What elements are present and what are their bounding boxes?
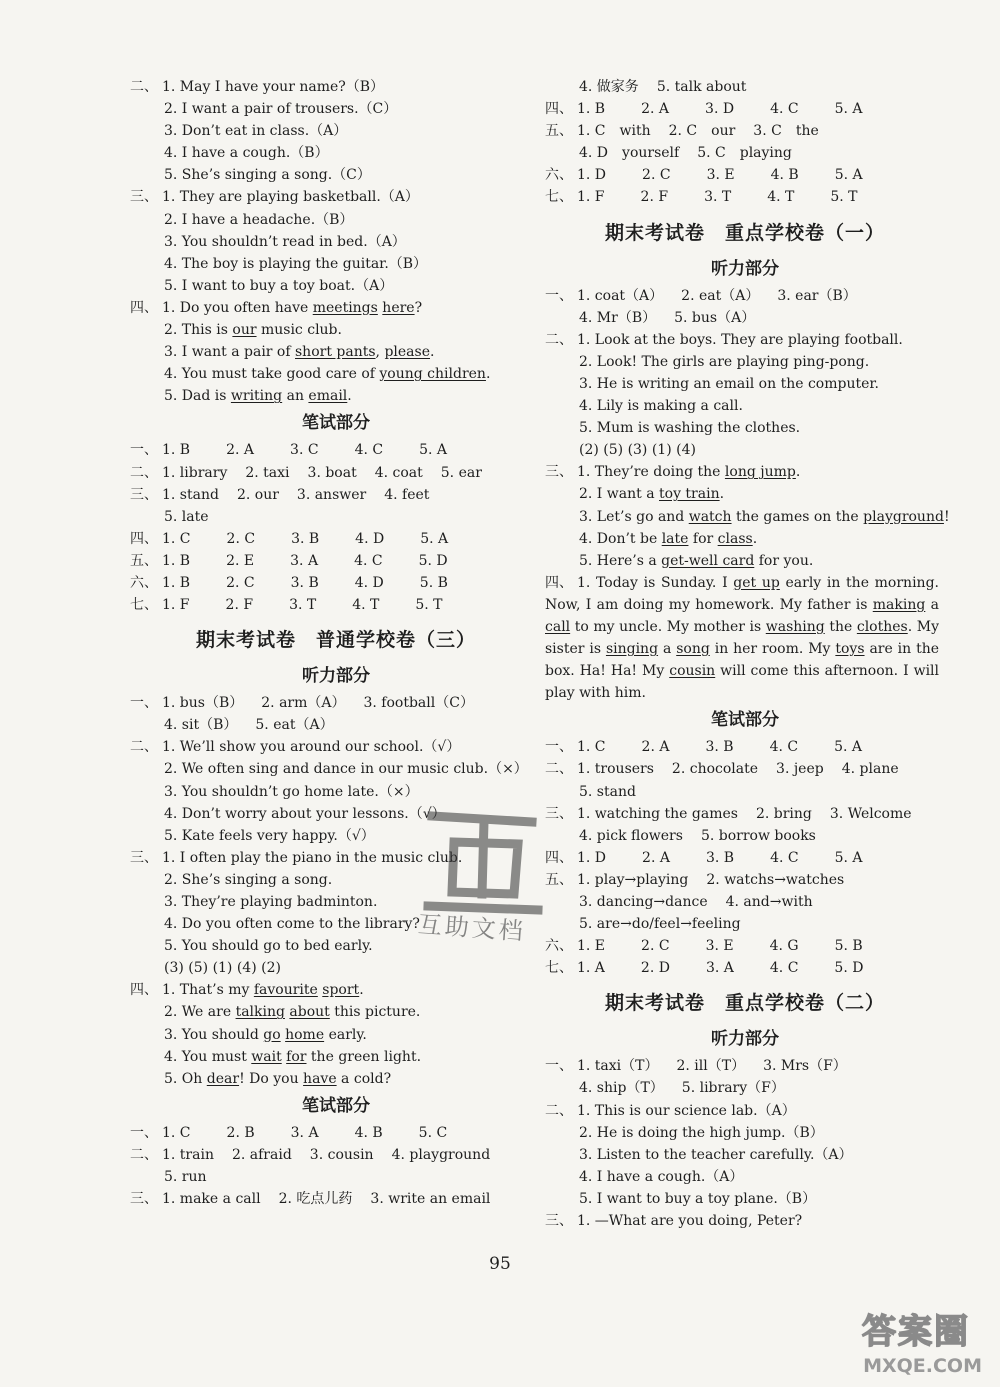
answer-row: 四、 1. B 2. A 3. D 4. C 5. A <box>545 101 863 118</box>
stamp-text: 互助文档 <box>416 910 527 946</box>
answer-row: 二、 1. train 2. afraid 3. cousin 4. playground <box>130 1146 491 1163</box>
answer-row: 四、 1. D 2. A 3. B 4. C 5. A <box>545 849 863 866</box>
answer-line: 3. Don’t eat in class.（A） <box>164 123 348 140</box>
answer-row: 五、 1. play→playing 2. watchs→watches <box>545 871 845 888</box>
answer-line: 4. The boy is playing the guitar.（B） <box>164 255 428 272</box>
answer-line: 二、 1. We’ll show you around our school.（√） <box>130 739 461 756</box>
answer-line: 4. Lily is making a call. <box>579 398 743 415</box>
watermark-logo <box>834 1308 994 1383</box>
answer-row: 4. sit（B） 5. eat（A） <box>164 717 334 734</box>
answer-row: 5. late <box>164 508 209 525</box>
answer-row: 六、 1. B 2. C 3. B 4. D 5. B <box>130 574 448 591</box>
answer-line: 2. We are talking about this picture. <box>164 1004 421 1021</box>
exam-title: 期末考试卷 重点学校卷（二） <box>604 992 885 1015</box>
answer-row: 二、 1. library 2. taxi 3. boat 4. coat 5. ear <box>130 464 482 481</box>
answer-line: 三、 1. They are playing basketball.（A） <box>130 189 419 206</box>
watermark-domain: MXQE.COM <box>863 1355 982 1377</box>
answer-row: 5. run <box>164 1169 207 1186</box>
answer-line: 三、 1. I often play the piano in the music club. <box>130 849 463 866</box>
answer-row: 三、 1. make a call 2. 吃点儿药 3. write an email <box>130 1191 491 1208</box>
answer-line: 二、 1. May I have your name?（B） <box>130 79 385 95</box>
answer-row: 5. stand <box>579 783 636 800</box>
exam-title: 期末考试卷 普通学校卷（三） <box>195 629 476 652</box>
section-heading: 听力部分 <box>302 666 370 687</box>
answer-line: 4. Do you often come to the library? <box>164 916 420 933</box>
answer-line: 3. They’re playing badminton. <box>164 894 378 910</box>
left-column <box>130 76 542 1210</box>
answer-line: 5. Kate feels very happy.（√） <box>164 827 375 844</box>
answer-row: 一、 1. C 2. B 3. A 4. B 5. C <box>130 1124 448 1141</box>
answer-row: 五、 1. B 2. E 3. A 4. C 5. D <box>130 552 448 569</box>
answer-row: 六、 1. D 2. C 3. E 4. B 5. A <box>545 167 863 184</box>
answer-row: 六、 1. E 2. C 3. E 4. G 5. B <box>545 938 863 955</box>
answer-row: 二、 1. trousers 2. chocolate 3. jeep 4. plane <box>545 761 899 778</box>
exam-title: 期末考试卷 重点学校卷（一） <box>604 221 885 244</box>
answer-line: 5. She’s singing a song.（C） <box>164 167 371 184</box>
section-heading: 听力部分 <box>711 1029 779 1050</box>
answer-line: 3. Let’s go and watch the games on the playground! <box>579 508 950 525</box>
answer-line: 4. Don’t be late for class. <box>579 530 758 547</box>
answer-line: 二、 1. This is our science lab.（A） <box>545 1102 796 1119</box>
answer-line: 二、 1. Look at the boys. They are playing football. <box>545 331 903 348</box>
right-column <box>545 76 950 1232</box>
answer-line: 2. This is our music club. <box>164 322 342 339</box>
answer-row: 七、 1. F 2. F 3. T 4. T 5. T <box>545 189 858 206</box>
answer-line: 5. I want to buy a toy plane.（B） <box>579 1190 817 1207</box>
answer-row: 三、 1. watching the games 2. bring 3. Welcome <box>545 805 912 822</box>
answer-line: (2) (5) (3) (1) (4) <box>579 442 696 459</box>
answer-row: 4. D yourself 5. C playing <box>579 145 792 162</box>
answer-row: 四、 1. C 2. C 3. B 4. D 5. A <box>130 530 449 547</box>
answer-line: 3. I want a pair of short pants, please. <box>164 344 435 361</box>
answer-line: 4. Don’t worry about your lessons.（√） <box>164 805 446 822</box>
answer-row: 4. ship（T） 5. library（F） <box>579 1080 785 1097</box>
answer-row: 3. dancing→dance 4. and→with <box>579 894 813 910</box>
answer-row: 三、 1. stand 2. our 3. answer 4. feet <box>130 486 430 503</box>
answer-line: 2. We often sing and dance in our music club.（×） <box>164 761 528 778</box>
answer-row: 五、 1. C with 2. C our 3. C the <box>545 123 819 140</box>
answer-line: 5. Dad is writing an email. <box>164 388 352 405</box>
answer-line: (3) (5) (1) (4) (2) <box>164 960 281 977</box>
answer-row: 七、 1. A 2. D 3. A 4. C 5. D <box>545 960 864 977</box>
answer-line: 3. Listen to the teacher carefully.（A） <box>579 1146 853 1163</box>
answer-line: 2. I want a toy train. <box>579 486 725 503</box>
answer-row: 七、 1. F 2. F 3. T 4. T 5. T <box>130 597 443 614</box>
answer-line: 三、 1. —What are you doing, Peter? <box>545 1213 803 1230</box>
answer-line: 4. I have a cough.（B） <box>164 145 329 162</box>
answer-line: 4. You must take good care of young children. <box>164 366 491 383</box>
answer-row: 一、 1. coat（A） 2. eat（A） 3. ear（B） <box>545 287 857 304</box>
answer-row: 一、 1. B 2. A 3. C 4. C 5. A <box>130 442 448 459</box>
answer-line: 5. Here’s a get-well card for you. <box>579 552 814 569</box>
section-heading: 笔试部分 <box>302 413 370 434</box>
section-heading: 笔试部分 <box>711 710 779 731</box>
answer-row: 4. 做家务 5. talk about <box>579 79 747 95</box>
answer-row: 一、 1. bus（B） 2. arm（A） 3. football（C） <box>130 695 474 712</box>
answer-line: 5. I want to buy a toy boat.（A） <box>164 277 394 294</box>
answer-row: 一、 1. C 2. A 3. B 4. C 5. A <box>545 739 863 756</box>
answer-line: 2. I want a pair of trousers.（C） <box>164 101 398 118</box>
answer-line: 2. Look! The girls are playing ping-pong. <box>579 353 870 370</box>
answer-line: 4. I have a cough.（A） <box>579 1168 744 1185</box>
answer-row: 5. are→do/feel→feeling <box>579 916 741 933</box>
answer-row: 4. Mr（B） 5. bus（A） <box>579 309 756 326</box>
answer-row: 4. pick flowers 5. borrow books <box>579 827 816 844</box>
answer-line: 5. Mum is washing the clothes. <box>579 420 801 437</box>
answer-line: 3. You shouldn’t go home late.（×） <box>164 783 419 800</box>
answer-line: 四、 1. That’s my favourite sport. <box>130 982 364 999</box>
section-heading: 听力部分 <box>711 258 779 279</box>
watermark-mark: 答案圈 <box>862 1312 970 1352</box>
answer-line: 三、 1. They’re doing the long jump. <box>545 464 801 481</box>
answer-line: 3. He is writing an email on the computer. <box>579 375 879 392</box>
answer-row: 一、 1. taxi（T） 2. ill（T） 3. Mrs（F） <box>545 1058 847 1075</box>
section-heading: 笔试部分 <box>302 1095 370 1116</box>
answer-line: 2. I have a headache.（B） <box>164 211 354 228</box>
answer-line: 5. You should go to bed early. <box>164 938 373 955</box>
answer-line: 2. He is doing the high jump.（B） <box>579 1124 824 1141</box>
page-number: 95 <box>489 1254 511 1274</box>
answer-line: 2. She’s singing a song. <box>164 871 333 888</box>
answer-line: 3. You should go home early. <box>164 1026 367 1043</box>
answer-line: 3. You shouldn’t read in bed.（A） <box>164 233 406 250</box>
passage-answer: 四、 1. Today is Sunday. I get up early in the morning. Now, I am doing my homework. My father is making a call to my uncle. My mother is washing the clothes. My sister is singing a song in her room. My toys are in the box. Ha! Ha! My cousin will come this afternoon. I will play with him. <box>545 574 940 702</box>
answer-line: 4. You must wait for the green light. <box>164 1048 422 1065</box>
answer-line: 5. Oh dear! Do you have a cold? <box>164 1070 392 1087</box>
answer-line: 四、 1. Do you often have meetings here? <box>130 299 423 316</box>
